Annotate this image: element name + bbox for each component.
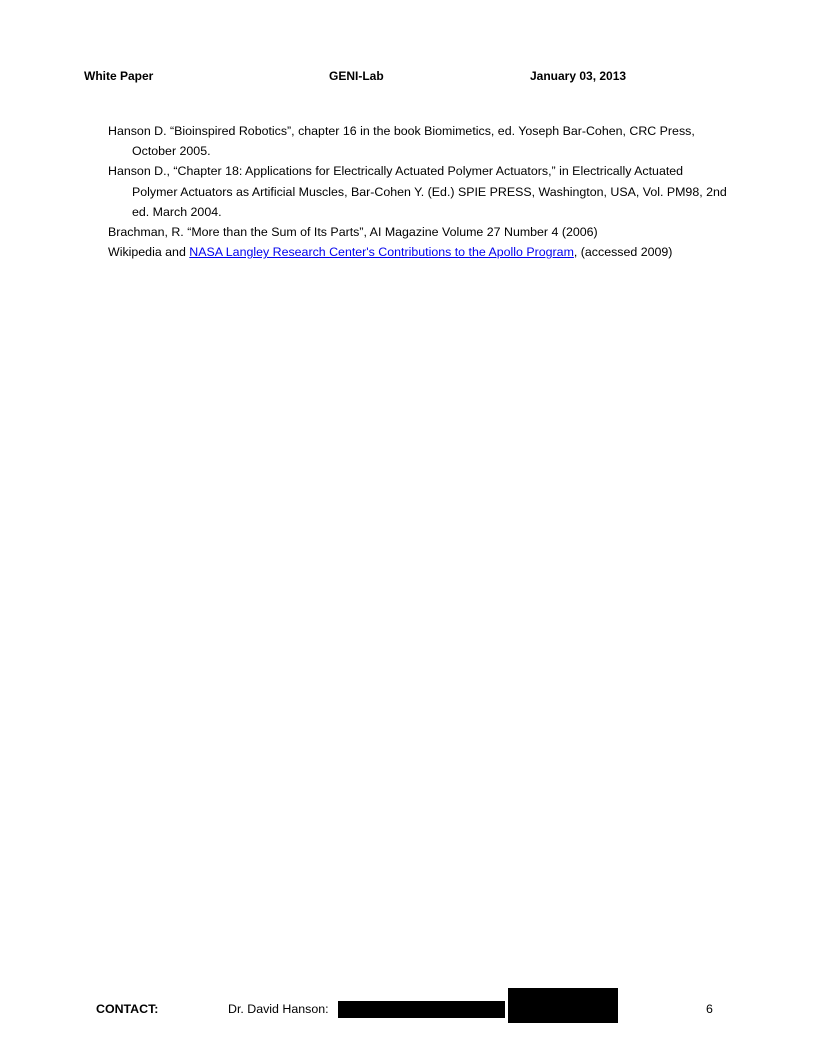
redaction-bar [338,1001,505,1018]
redaction-block [508,988,618,1023]
reference-item: Hanson D., “Chapter 18: Applications for Electrically Actuated Polymer Actuators,” in Electrically Actuated Polymer Actuators as Artificial Muscles, Bar-Cohen Y. (Ed.) SPIE PRESS, Washington, USA, Vol. PM98, 2nd ed. March 2004. [108,164,727,219]
header-doc-type: White Paper [84,69,154,83]
reference-list [108,121,728,262]
contact-name: Dr. David Hanson: [228,1002,329,1016]
nasa-apollo-link[interactable]: NASA Langley Research Center's Contributions to the Apollo Program [189,245,574,260]
reference-item: Hanson D. “Bioinspired Robotics”, chapter 16 in the book Biomimetics, ed. Yoseph Bar-Cohen, CRC Press, October 2005. [108,124,695,159]
page-number: 6 [706,1002,713,1016]
page-header [0,69,816,87]
reference-item: Brachman, R. “More than the Sum of Its Parts”, AI Magazine Volume 27 Number 4 (2006) [108,225,598,240]
page-footer [0,988,816,1024]
contact-label: CONTACT: [96,1002,159,1016]
reference-suffix: , (accessed 2009) [573,245,673,260]
reference-item [108,242,728,262]
reference-prefix: Wikipedia and [108,245,190,260]
header-org: GENI-Lab [329,69,384,83]
header-date: January 03, 2013 [530,69,627,83]
